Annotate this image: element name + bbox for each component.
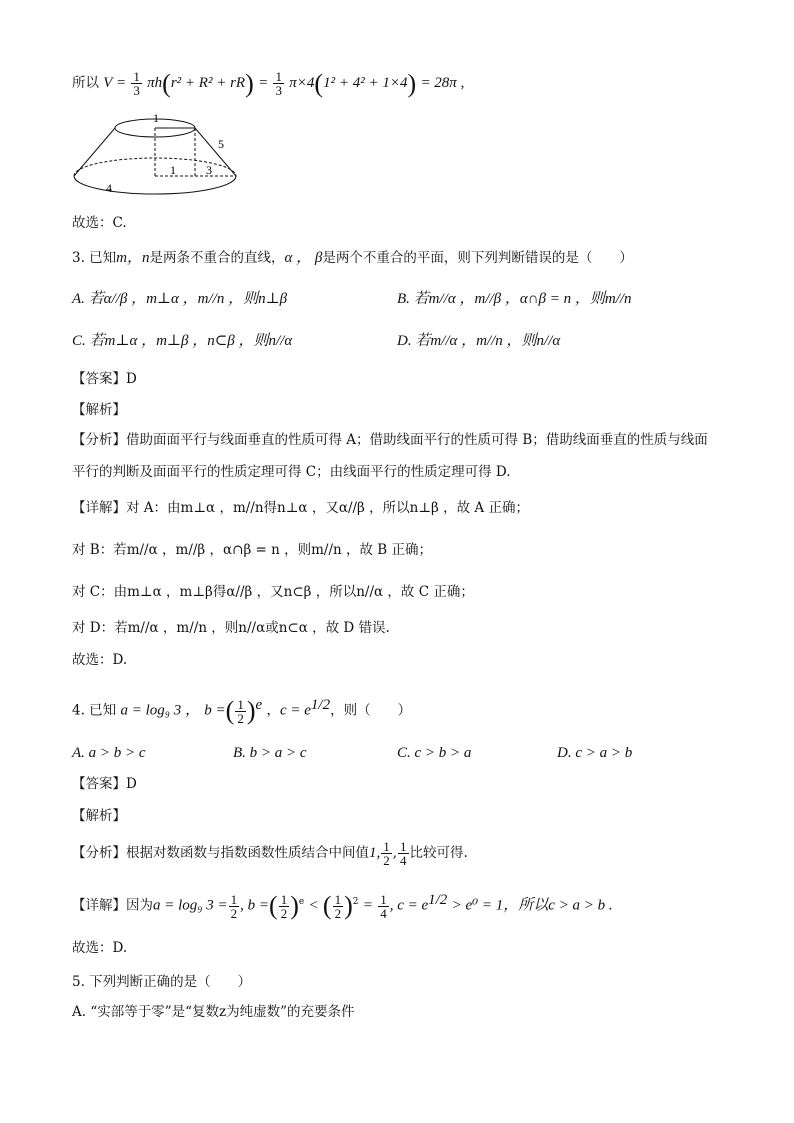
- q4-option-c: C. c > b > a: [397, 745, 472, 761]
- q3-option-a: A. 若α//β ，m⊥α ，m//n ，则n⊥β: [72, 291, 288, 307]
- volume-formula: 所以 V = $\frac{1}{3}$ πh(r² + R² + rR) = $\frac{1}{3}$ π×4(1² + 4² + 1×4) = 28π ,: [72, 68, 465, 98]
- label-inner-3: 3: [206, 163, 212, 177]
- q4-detail: 【详解】因为a = log₉ 3 = $\frac{1}{2}$ , b =( $\frac{1}{2}$ )$^e$ < ( $\frac{1}{2}$ )$^2$ = $\frac{1}{4}$ , $c = e^{1/2} > e^0 = 1$，所以c > a > b .: [72, 891, 613, 921]
- fraction-one-third-2: $\frac{1}{3}$: [275, 69, 282, 98]
- q3-answer: 【答案】D: [72, 371, 137, 387]
- q3-detail-a: 【详解】对 A：由m⊥α ，m//n得n⊥α ，又α//β ，所以n⊥β ，故 A 正确；: [72, 500, 529, 516]
- q3-option-b: B. 若m//α ，m//β ，α∩β = n ，则m//n: [397, 291, 632, 307]
- label-bottom-radius: 4: [106, 181, 112, 195]
- q3-option-c: C. 若m⊥α ，m⊥β ，n⊂β ，则n//α: [72, 333, 293, 349]
- q3-fenxi-2: 平行的判断及面面平行的性质定理可得 C；由线面平行的性质定理可得 D.: [72, 464, 511, 480]
- q4-final: 故选：D.: [72, 940, 128, 956]
- q3-fenxi-1: 【分析】借助面面平行与线面垂直的性质可得 A；借助线面平行的性质可得 B；借助线面垂直的性质与线面: [72, 432, 708, 448]
- formula-lhs: V =: [103, 75, 127, 91]
- q3-stem: 3. 已知m，n是两条不重合的直线，α ， β是两个不重合的平面，则下列判断错误的是（ ）: [72, 250, 633, 266]
- q4-option-b: B. b > a > c: [233, 745, 307, 761]
- q3-option-d: D. 若m//α ，m//n ，则n//α: [397, 333, 561, 349]
- q4-stem: 4. 已知 a = log₉ 3 ， b =( $\frac{1}{2}$ )$^e$ ，$c = e^{1/2}$，则（ ）: [72, 696, 412, 726]
- q4-option-a: A. a > b > c: [72, 745, 146, 761]
- fraction-one-third: $\frac{1}{3}$: [133, 69, 140, 98]
- label-top-radius: 1: [153, 111, 159, 125]
- q4-option-d: D. c > a > b: [557, 745, 633, 761]
- q5-option-a: A. “实部等于零”是“复数z为纯虚数”的充要条件: [72, 1004, 355, 1020]
- frustum-figure: [70, 108, 245, 200]
- q2-answer: 故选：C.: [72, 215, 127, 231]
- q4-fenxi: 【分析】根据对数函数与指数函数性质结合中间值1, $\frac{1}{2}$ , $\frac{1}{4}$ 比较可得.: [72, 839, 468, 868]
- q3-detail-c: 对 C：由m⊥α ，m⊥β得α//β ，又n⊂β ，所以n//α ，故 C 正确；: [72, 584, 474, 600]
- q4-answer: 【答案】D: [72, 776, 137, 792]
- label-inner-1: 1: [170, 163, 176, 177]
- q3-detail-d: 对 D：若m//α ，m//n ，则n//α或n⊂α ，故 D 错误.: [72, 620, 390, 636]
- label-slant: 5: [218, 137, 224, 151]
- q3-detail-b: 对 B：若m//α ，m//β ，α∩β = n ，则m//n ，故 B 正确；: [72, 542, 433, 558]
- q4-analysis-head: 【解析】: [72, 808, 126, 824]
- q5-stem: 5. 下列判断正确的是（ ）: [72, 974, 252, 990]
- formula-prefix: 所以: [72, 75, 99, 91]
- q3-final: 故选：D.: [72, 652, 128, 668]
- q3-analysis-head: 【解析】: [72, 402, 126, 418]
